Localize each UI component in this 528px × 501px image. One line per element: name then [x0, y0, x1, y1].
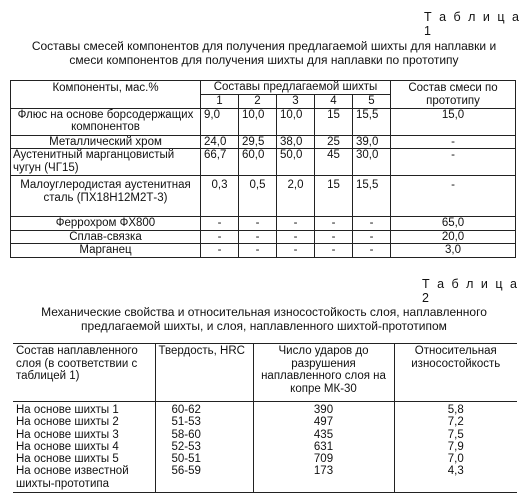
t1-cell: 0,5	[239, 176, 277, 217]
t1-cell: 29,5	[239, 135, 277, 149]
t1-cell: 15,5	[353, 176, 391, 217]
t2-header-hardness: Твердость, HRC	[155, 344, 253, 402]
t1-cell: -	[353, 244, 391, 258]
t2-wear-cell: 7,9	[447, 440, 464, 453]
t1-row	[11, 244, 516, 258]
t1-cell: 10,0	[239, 108, 277, 135]
t2-impacts-cell: 435	[253, 429, 394, 441]
table2-title-line2: предлагаемой шихты, и слоя, наплавленного шихтой-прототипом	[81, 319, 447, 333]
t1-header-compositions: Составы предлагаемой шихты	[201, 81, 391, 95]
t2-wear-cell: 7,5	[447, 428, 464, 441]
t1-cell: 38,0	[277, 135, 315, 149]
t1-proto-cell: 3,0	[391, 244, 516, 258]
t1-cell: 10,0	[277, 108, 315, 135]
t1-cell: 2,0	[277, 176, 315, 217]
t1-row	[11, 108, 516, 135]
t1-cell: 15,5	[353, 108, 391, 135]
t1-row-name: Марганец	[11, 244, 201, 258]
t1-header-num-2: 2	[239, 95, 277, 109]
t1-cell: 25	[315, 135, 353, 149]
t1-cell: -	[239, 217, 277, 231]
t1-row-name: Малоуглеродистая аустенитная сталь (ПХ18Н12М2Т-3)	[11, 176, 201, 217]
t1-cell: 39,0	[353, 135, 391, 149]
t1-row	[11, 230, 516, 244]
t1-cell: -	[201, 230, 239, 244]
table1-title-line1: Составы смесей компонентов для получения предлагаемой шихты для наплавки и	[31, 39, 497, 53]
table2	[13, 343, 517, 493]
t1-cell: 50,0	[277, 149, 315, 176]
t1-cell: -	[353, 217, 391, 231]
t2-impacts-cell: 390	[253, 402, 394, 417]
t2-row-name: На основе шихты 4	[13, 441, 155, 453]
t2-row	[13, 429, 517, 441]
t1-proto-cell: 20,0	[391, 230, 516, 244]
t1-cell: -	[315, 217, 353, 231]
t1-header-num-3: 3	[277, 95, 315, 109]
t2-hardness-cell: 60-62	[155, 402, 253, 417]
t1-row-name: Феррохром ФХ800	[11, 217, 201, 231]
table1-label: Т а б л и ц а 1	[424, 10, 521, 38]
t1-row-name: Аустенитный марганцовистый чугун (ЧГ15)	[11, 149, 201, 176]
t1-cell: -	[277, 230, 315, 244]
t2-hardness-cell: 56-59	[155, 465, 253, 492]
t1-cell: -	[353, 230, 391, 244]
t1-proto-cell: 15,0	[391, 108, 516, 135]
t1-cell: 15	[315, 108, 353, 135]
t1-cell: -	[201, 244, 239, 258]
t2-hardness-cell: 50-51	[155, 453, 253, 465]
table2-title-line1: Механические свойства и относительная износостойкость слоя, наплавленного	[41, 305, 487, 319]
t1-header-prototype: Состав смеси по прототипу	[391, 81, 516, 109]
t1-cell: 9,0	[201, 108, 239, 135]
t1-cell: 60,0	[239, 149, 277, 176]
t2-row-name: На основе шихты 1	[13, 402, 155, 417]
t2-wear-cell: 5,8	[447, 404, 464, 416]
t2-row	[13, 465, 517, 492]
t2-row-name: На основе шихты 5	[13, 453, 155, 465]
t2-hardness-cell: 58-60	[155, 429, 253, 441]
t1-cell: 45	[315, 149, 353, 176]
t2-impacts-cell: 709	[253, 453, 394, 465]
t1-cell: -	[239, 230, 277, 244]
t1-row	[11, 149, 516, 176]
t2-row-name: На основе шихты 2	[13, 416, 155, 428]
t2-hardness-cell: 51-53	[155, 416, 253, 428]
t1-cell: -	[201, 217, 239, 231]
t1-proto-cell: -	[391, 135, 516, 149]
t1-header-num-4: 4	[315, 95, 353, 109]
t1-proto-cell: -	[391, 176, 516, 217]
t1-proto-cell: 65,0	[391, 217, 516, 231]
t1-row-name: Сплав-связка	[11, 230, 201, 244]
t2-row	[13, 416, 517, 428]
t1-cell: -	[277, 217, 315, 231]
t1-header-components: Компоненты, мас.%	[11, 81, 201, 109]
t2-hardness-cell: 52-53	[155, 441, 253, 453]
t2-row	[13, 453, 517, 465]
t2-wear-cell: 7,2	[447, 416, 464, 429]
t1-proto-cell: -	[391, 149, 516, 176]
t2-impacts-cell: 497	[253, 416, 394, 428]
t2-row	[13, 441, 517, 453]
t1-row-name: Флюс на основе борсодержащих компонентов	[11, 108, 201, 135]
t1-row-name: Металлический хром	[11, 135, 201, 149]
t1-cell: -	[277, 244, 315, 258]
t2-impacts-cell: 173	[253, 465, 394, 492]
t1-header-num-5: 5	[353, 95, 391, 109]
t2-header-impacts: Число ударов до разрушения наплавленного слоя на копре МК-30	[253, 344, 394, 402]
t1-cell: -	[239, 244, 277, 258]
t2-row-name: На основе шихты 3	[13, 429, 155, 441]
t1-cell: -	[315, 244, 353, 258]
t2-row	[13, 402, 517, 417]
t2-header-wear: Относительная износостойкость	[394, 344, 517, 402]
t1-cell: 15	[315, 176, 353, 217]
t1-cell: 66,7	[201, 149, 239, 176]
t1-row	[11, 135, 516, 149]
t2-wear-cell: 4,3	[394, 465, 517, 492]
t1-cell: 0,3	[201, 176, 239, 217]
t2-impacts-cell: 631	[253, 441, 394, 453]
t1-row	[11, 217, 516, 231]
t2-row-name: На основе известной шихты-прототипа	[13, 465, 155, 492]
t1-cell: 24,0	[201, 135, 239, 149]
t2-wear-cell: 7,0	[447, 453, 464, 466]
table2-label: Т а б л и ц а 2	[422, 277, 519, 305]
t1-cell: 30,0	[353, 149, 391, 176]
t1-row	[11, 176, 516, 217]
table1	[10, 80, 516, 258]
t2-header-composition: Состав наплавленного слоя (в соответствии с таблицей 1)	[13, 344, 155, 402]
table1-title-line2: смеси компонентов для получения шихты для наплавки по прототипу	[69, 53, 459, 67]
t1-header-num-1: 1	[201, 95, 239, 109]
t1-cell: -	[315, 230, 353, 244]
